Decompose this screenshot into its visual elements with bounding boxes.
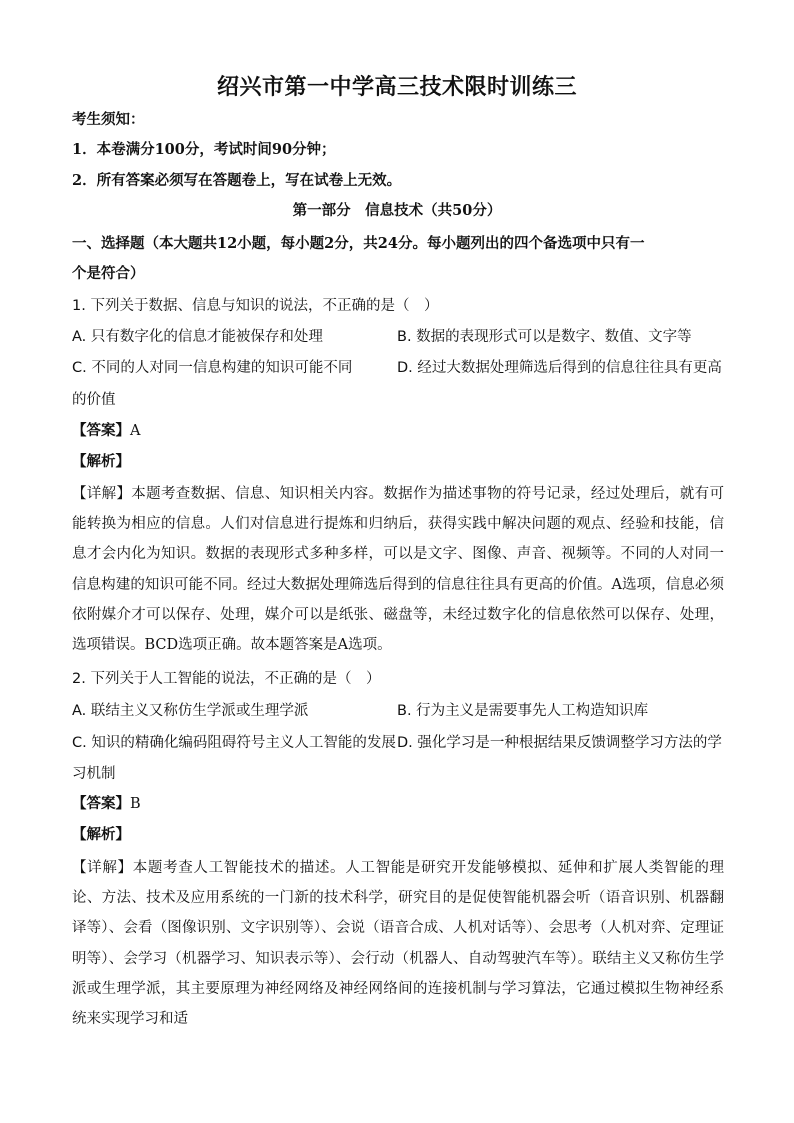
question-2-option-b: B. 行为主义是需要事先人工构造知识库 [397, 703, 649, 719]
notice-item-2: 2．所有答案必须写在答题卷上，写在试卷上无效。 [72, 172, 402, 189]
notice-heading: 考生须知： [72, 111, 145, 128]
question-1-option-b: B. 数据的表现形式可以是数字、数值、文字等 [397, 329, 692, 345]
question-1-answer [72, 421, 140, 441]
question-2-stem: 2. 下列关于人工智能的说法，不正确的是（ ） [72, 671, 381, 687]
question-2-answer [72, 794, 141, 814]
answer-label: 【答案】 [72, 422, 130, 439]
question-1-option-c: C. 不同的人对同一信息构建的知识可能不同 [72, 360, 353, 376]
question-2-option-c: C. 知识的精确化编码阻碍符号主义人工智能的发展 [72, 735, 396, 751]
page-title: 绍兴市第一中学高三技术限时训练三 [216, 74, 577, 100]
part-title: 第一部分 信息技术（共50分） [292, 202, 502, 219]
question-1-option-d-continued: 的价值 [72, 392, 116, 408]
answer-value: B [130, 796, 141, 812]
question-1-stem: 1. 下列关于数据、信息与知识的说法，不正确的是（ ） [72, 298, 439, 314]
question-1-option-d: D. 经过大数据处理筛选后得到的信息往往具有更高 [397, 360, 722, 376]
question-2-analysis-label: 【解析】 [72, 826, 130, 843]
question-2-option-a: A. 联结主义又称仿生学派或生理学派 [72, 703, 309, 719]
question-2-detail: 【详解】本题考查人工智能技术的描述。人工智能是研究开发能够模拟、延伸和扩展人类智能的理论、方法、技术及应用系统的一门新的技术科学，研究目的是促使智能机器会听（语音识别、机器翻译等）、会看（图像识别、文字识别等）、会说（语音合成、人机对话等）、会思考（人机对弈、定理证明等）、会学习（机器学习、知识表示等）、会行动（机器人、自动驾驶汽车等）。联结主义又称仿生学派或生理学派，其主要原理为神经网络及神经网络间的连接机制与学习算法，它通过模拟生物神经系统来实现学习和适 [72, 860, 724, 1028]
question-1-option-a: A. 只有数字化的信息才能被保存和处理 [72, 329, 323, 345]
section-heading-line1: 一、选择题（本大题共12小题，每小题2分，共24分。每小题列出的四个备选项中只有一 [72, 235, 645, 252]
answer-label: 【答案】 [72, 795, 130, 812]
section-heading-line2: 个是符合） [72, 265, 145, 282]
question-1-detail: 【详解】本题考查数据、信息、知识相关内容。数据作为描述事物的符号记录，经过处理后，就有可能转换为相应的信息。人们对信息进行提炼和归纳后，获得实践中解决问题的观点、经验和技能，信息才会内化为知识。数据的表现形式多种多样，可以是文字、图像、声音、视频等。不同的人对同一信息构建的知识可能不同。经过大数据处理筛选后得到的信息往往具有更高的价值。A选项，信息必须依附媒介才可以保存、处理，媒介可以是纸张、磁盘等，未经过数字化的信息依然可以保存、处理，选项错误。BCD选项正确。故本题答案是A选项。 [72, 486, 724, 654]
question-2-option-d: D. 强化学习是一种根据结果反馈调整学习方法的学 [397, 735, 722, 751]
notice-item-1: 1．本卷满分100分，考试时间90分钟； [72, 141, 336, 158]
question-2-option-d-continued: 习机制 [72, 766, 116, 782]
answer-value: A [130, 423, 141, 439]
question-1-analysis-label: 【解析】 [72, 453, 130, 470]
